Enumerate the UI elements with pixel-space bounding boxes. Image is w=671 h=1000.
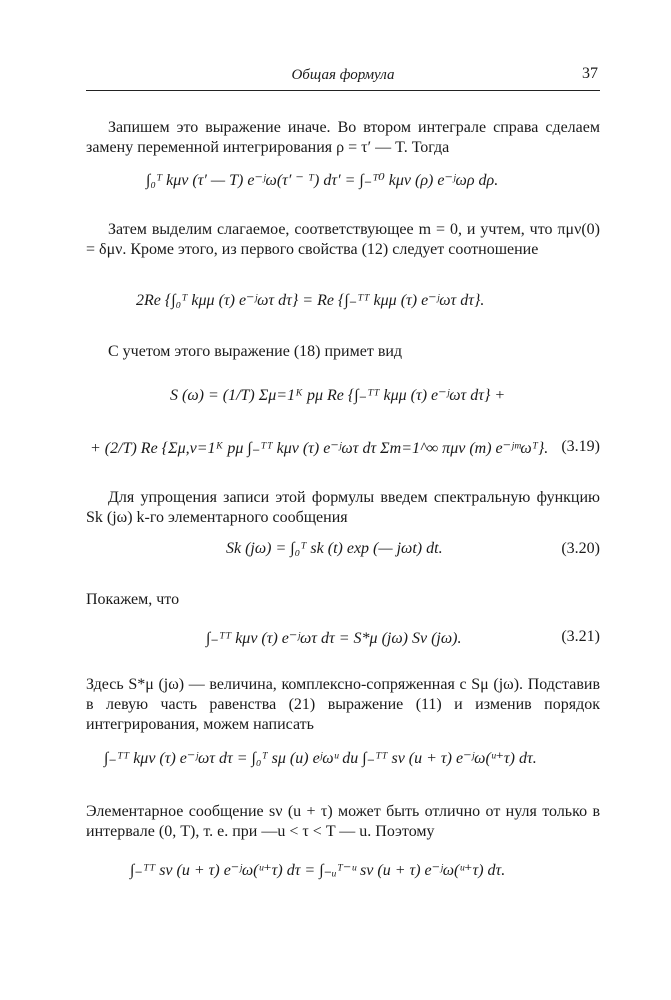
- formula-substitution: ∫₀ᵀ kμν (τ′ — T) e⁻ʲω(τ′ ⁻ ᵀ) dτ′ = ∫₋ᵀ⁰ kμν (ρ) e⁻ʲωρ dρ.: [146, 172, 499, 189]
- formula-3-20: Sk (jω) = ∫₀ᵀ sk (t) exp (— jωt) dt. (3.20): [226, 540, 600, 557]
- paragraph-2: Затем выделим слагаемое, соответствующее m = 0, и учтем, что πμν(0) = δμν. Кроме этого, из первого свойства (12) следует соотношение: [86, 221, 600, 258]
- paragraph-1: Запишем это выражение иначе. Во втором интеграле справа сделаем замену переменной интегрирования ρ = τ′ — T. Тогда: [86, 119, 600, 156]
- formula-spectrum-line-1: S (ω) = (1/T) Σμ=1ᴷ pμ Re {∫₋ᵀᵀ kμμ (τ) e⁻ʲωτ dτ} +: [170, 387, 506, 404]
- formula-3-19: + (2/T) Re {Σμ,ν=1ᴷ pμ ∫₋ᵀᵀ kμν (τ) e⁻ʲωτ dτ Σm=1^∞ πμν (m) e⁻ʲᵐωᵀ}. (3.19): [90, 438, 600, 457]
- paragraph-5: Покажем, что: [86, 591, 180, 608]
- paragraph-7: Элементарное сообщение sν (u + τ) может быть отлично от нуля только в интервале (0, T), т. е. при —u < τ < T — u. Поэтому: [86, 803, 600, 840]
- formula-real-part: 2Re {∫₀ᵀ kμμ (τ) e⁻ʲωτ dτ} = Re {∫₋ᵀᵀ kμμ (τ) e⁻ʲωτ dτ}.: [136, 292, 485, 309]
- formula-limits: ∫₋ᵀᵀ sν (u + τ) e⁻ʲω(ᵘ⁺τ) dτ = ∫₋ᵤᵀ⁻ᵘ sν (u + τ) e⁻ʲω(ᵘ⁺τ) dτ.: [130, 862, 506, 879]
- paragraph-4: Для упрощения записи этой формулы введем спектральную функцию Sk (jω) k-го элементарного сообщения: [86, 489, 600, 526]
- running-title: Общая формула: [291, 67, 395, 83]
- page-number: 37: [582, 65, 598, 82]
- formula-interchange: ∫₋ᵀᵀ kμν (τ) e⁻ʲωτ dτ = ∫₀ᵀ sμ (u) eʲωᵘ du ∫₋ᵀᵀ sν (u + τ) e⁻ʲω(ᵘ⁺τ) dτ.: [104, 750, 537, 767]
- formula-3-21: ∫₋ᵀᵀ kμν (τ) e⁻ʲωτ dτ = S*μ (jω) Sν (jω). (3.21): [206, 628, 600, 647]
- paragraph-3: С учетом этого выражение (18) примет вид: [108, 343, 403, 360]
- paragraph-6: Здесь S*μ (jω) — величина, комплексно-сопряженная с Sμ (jω). Подставив в левую часть равенства (21) выражение (11) и изменив порядок интегрирования, можем написать: [86, 676, 600, 733]
- page-header: [86, 60, 600, 91]
